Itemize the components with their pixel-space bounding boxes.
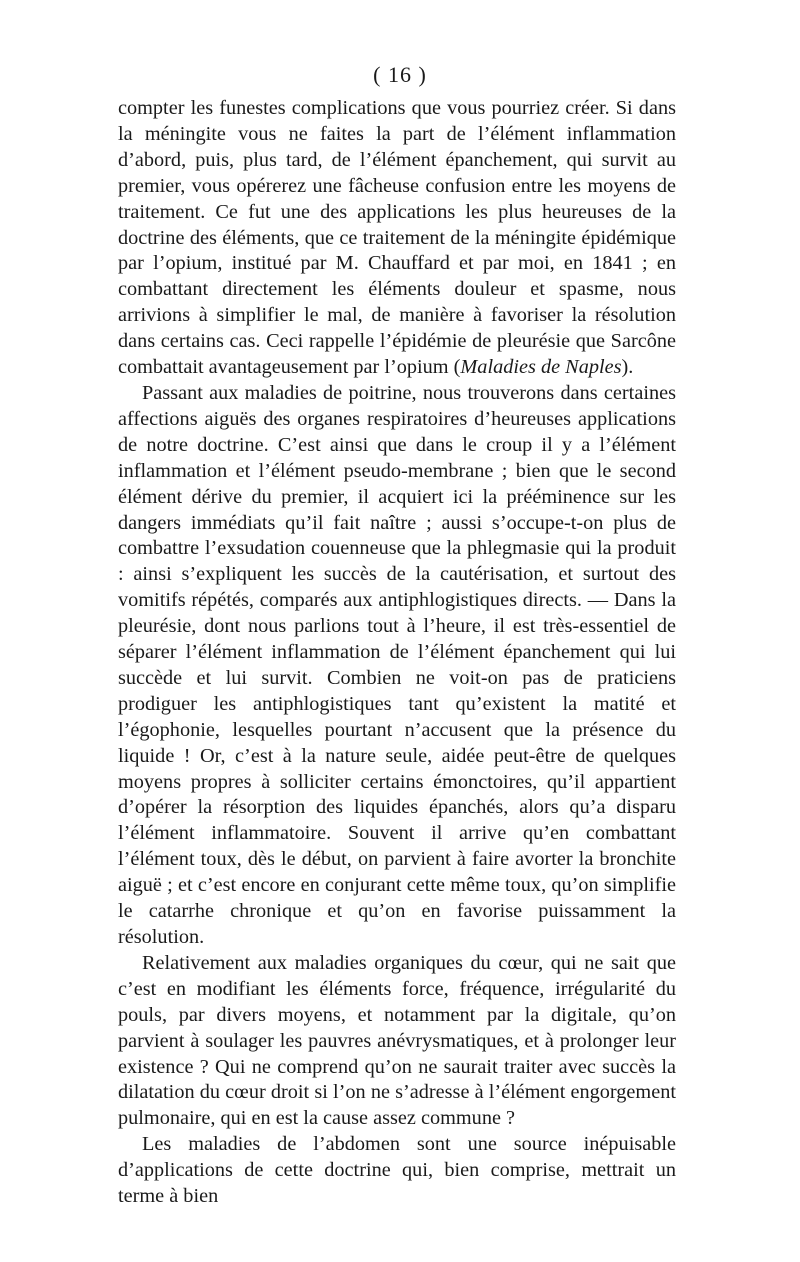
paragraph-heart-diseases: Relativement aux maladies organiques du cœur, qui ne sait que c’est en modifiant les éléments force, fréquence, irrégularité du pouls, par divers moyens, et notamment par la digitale, qu’on parvient à soulager les pauvres anévrysmatiques, et à prolonger leur existence ? Qui ne comprend qu’on ne saurait traiter avec succès la dilatation du cœur droit si l’on ne s’adresse à l’élément engorgement pulmonaire, qui en est la cause assez commune ? <box>118 951 676 1130</box>
body-text <box>118 96 676 1210</box>
paragraph-abdomen-diseases: Les maladies de l’abdomen sont une source inépuisable d’applications de cette doctrine qui, bien comprise, mettrait un terme à bien <box>118 1133 676 1208</box>
paragraph-meningitis-end: ). <box>621 356 634 379</box>
paragraph-meningitis-text: compter les funestes complications que vous pourriez créer. Si dans la méningite vous ne faites la part de l’élément inflammation d’abord, puis, plus tard, de l’élément épanchement, qui survit au premier, vous opérerez une fâcheuse confusion entre les moyens de traitement. Ce fut une des applications les plus heureuses de la doctrine des éléments, que ce traitement de la méningite épidémique par l’opium, institué par M. Chauffard et par moi, en 1841 ; en combattant directement les éléments douleur et spasme, nous arrivions à simplifier le mal, de manière à favoriser la résolution dans certains cas. Ceci rappelle l’épidémie de pleurésie que Sarcône combattait avantageusement par l’opium ( <box>118 97 676 379</box>
paragraph-chest-diseases: Passant aux maladies de poitrine, nous trouverons dans certaines affections aiguës des organes respiratoires d’heureuses applications de notre doctrine. C’est ainsi que dans le croup il y a l’élément inflammation et l’élément pseudo-membrane ; bien que le second élément dérive du premier, il acquiert ici la prééminence sur les dangers immédiats qu’il fait naître ; aussi s’occupe-t-on plus de combattre l’exsudation couenneuse que la phlegmasie qui la produit : ainsi s’expliquent les succès de la cautérisation, et surtout des vomitifs répétés, comparés aux antiphlogistiques directs. — Dans la pleurésie, dont nous parlions tout à l’heure, il est très-essentiel de séparer l’élément inflammation de l’élément épanchement qui lui succède et lui survit. Combien ne voit-on pas de praticiens prodiguer les antiphlogistiques tant qu’existent la matité et l’égophonie, lesquelles pourtant n’accusent que la présence du liquide ! Or, c’est à la nature seule, aidée peut-être de quelques moyens propres à solliciter certains émonctoires, qu’il appartient d’opérer la résorption des liquides épanchés, alors qu’a disparu l’élément inflammatoire. Souvent il arrive qu’en combattant l’élément toux, dès le début, on parvient à faire avorter la bronchite aiguë ; et c’est encore en conjurant cette même toux, qu’on simplifie le catarrhe chronique et qu’on en favorise puissamment la résolution. <box>118 381 676 948</box>
paragraph-meningitis <box>118 96 676 381</box>
citation-title: Maladies de Naples <box>460 356 622 379</box>
page-number: ( 16 ) <box>373 62 427 87</box>
